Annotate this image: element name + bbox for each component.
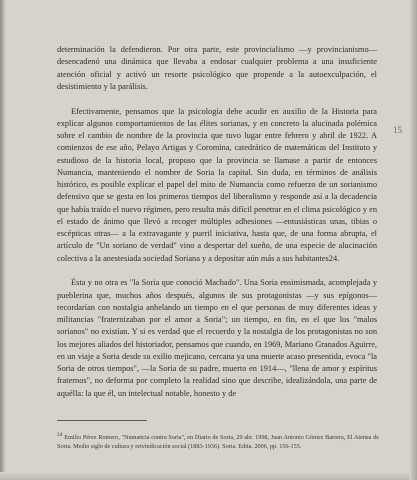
footnote-divider — [57, 420, 147, 421]
footnote-text: Emilio Pérez Romero, "Numancia contra Soria", en Diario de Soria, 29 abr. 1998, Juan Antonio Gómez Barrera, El Atenea de Soria. Medio siglo de cultura y reivindicación social (1883-1936). Soria. Edita. 2006, pp. 156-155. — [57, 434, 380, 450]
page-edge-shadow — [0, 472, 417, 480]
paragraph: Ésta y no otra es "la Soria que conoció Machado". Una Soria ensimismada, acomplejada y pueblerina que, muchos años después, algunos de sus protagonistas —y sus epígonos— recordarían con nostalgia anhelando un tiempo en el que personas de muy diferentes ideas y militancias "fraternizaban por el amor a Soria"; un tiempo, en fin, en el que los "malos sorianos" no existían. Y si es verdad que el recuerdo y la nostalgia de los protagonistas no son los mejores aliados del historiador, pensamos que cuando, en 1969, Mariano Granados Aguirre, en un viaje a Soria desde su exilio mejicano, cercana ya una muerte acaso presentida, evoca "la Soria de otros tiempos", —la Soria de su padre, muerto en 1914—, "llena de amor y espíritus fraternos", no deforma por completo la realidad sino que describe, idealizándola, una parte de aquélla: la que él, un intelectual notable, honesto y de — [57, 278, 377, 398]
paragraph: determinación la defendieron. Por otra parte, este provincialismo —y provincianismo— desencadenó una dinámica que llevaba a endosar cualquier problema a una insuficiente atención oficial y activó un resorte psicológico que propende a la autoexculpación, el desistimiento y la parálisis. — [57, 45, 377, 91]
footnote — [57, 433, 379, 451]
body-text — [57, 44, 377, 400]
paragraph: Efectivamente, pensamos que la psicología debe acudir en auxilio de la Historia para explicar algunos comportamientos de las élites sorianas, y en concreto la alucinada polémica sobre el cambio de nombre de la provincia que tuvo lugar entre febrero y abril de 1922. A comienzos de ese año, Pelayo Artigas y Coromina, catedrático de matemáticas del Instituto y estudioso de la historia local, propuso que la provincia se llamase a partir de entonces Numancia, manteniendo el nombre de Soria la capital. Sin duda, en términos de análisis histórico, es posible explicar el papel del mito de Numancia como refuerzo de un sorianismo defensivo que se gesta en los primeros tiempos del liberalismo y responde así a la decadencia que había traído el nuevo régimen, pero resulta más difícil penetrar en el clima psicológico y en el estado de ánimo que llevó a recoger múltiples adhesiones —entusiásticas unas, tibias o escépticas otras— a la extravagante y pueril iniciativa, hasta que, de una forma abrupta, el artículo de "Un soriano de verdad" vino a despertar del sueño, de una especie de alucinación colectiva a la anestesiada sociedad Soriana y a depositar aún más a sus habitantes24. — [57, 106, 377, 263]
page-number: 15 — [393, 125, 402, 135]
footnote-marker: 24 — [57, 431, 63, 438]
